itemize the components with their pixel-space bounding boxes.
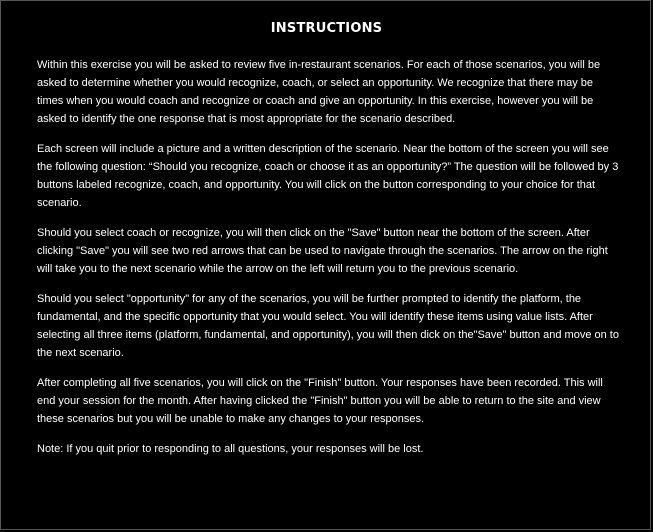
paragraph-intro: Within this exercise you will be asked to review five in-restaurant scenarios. For each of those scenarios, you will be asked to determine whether you would recognize, coach, or select an opportunity. We recognize that there may be times when you would coach and recognize or coach and give an opportunity. In this exercise, however you will be asked to identify the one response that is most appropriate for the scenario described. [37, 59, 601, 125]
instructions-body [37, 56, 621, 470]
paragraph-save-navigation: Should you select coach or recognize, you will then click on the "Save" button near the bottom of the screen. After clicking "Save" you will see two red arrows that can be used to navigate through the scenarios. The arrow on the right will take you to the next scenario while the arrow on the left will return you to the previous scenario. [37, 227, 608, 275]
paragraph-finish: After completing all five scenarios, you will click on the "Finish" button. Your responses have been recorded. This will end your session for the month. After having clicked the "Finish" button you will be able to return to the site and view these scenarios but you will be unable to make any changes to your responses. [37, 377, 603, 425]
page-title: INSTRUCTIONS [270, 21, 383, 36]
paragraph-note: Note: If you quit prior to responding to all questions, your responses will be lost. [37, 443, 424, 455]
paragraph-opportunity: Should you select "opportunity" for any of the scenarios, you will be further prompted to identify the platform, the fundamental, and the specific opportunity that you would select. You will identify these items using value lists. After selecting all three items (platform, fundamental, and opportunity), you will then dick on the"Save" button and move on to the next scenario. [37, 293, 619, 359]
paragraph-screen-description: Each screen will include a picture and a written description of the scenario. Near the bottom of the screen you will see the following question: “Should you recognize, coach or choose it as an opportunity?” The question will be followed by 3 buttons labeled recognize, coach, and opportunity. You will click on the button corresponding to your choice for that scenario. [37, 143, 619, 209]
